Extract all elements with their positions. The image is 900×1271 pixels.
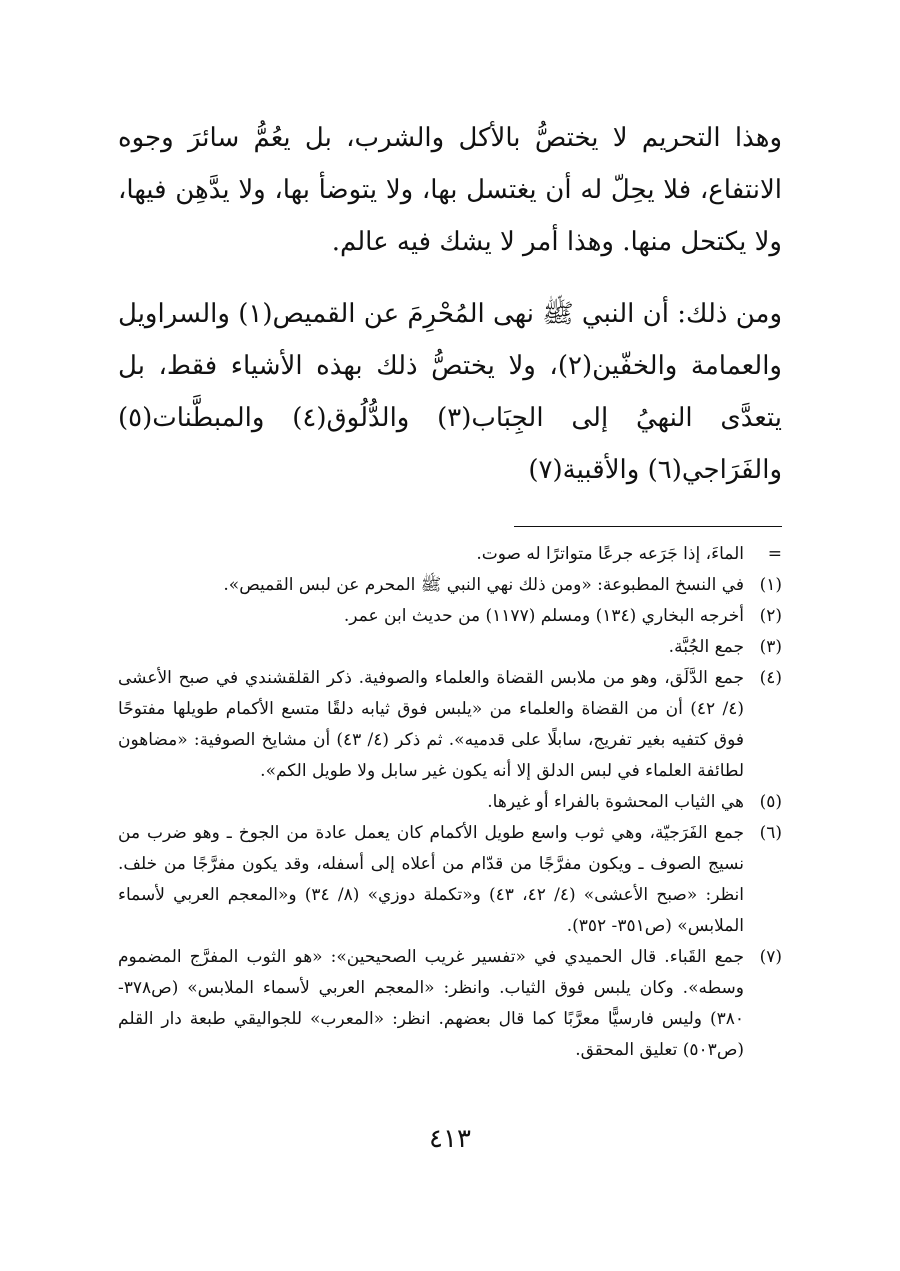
footnote-text: في النسخ المطبوعة: «ومن ذلك نهي النبي ﷺ المحرم عن لبس القميص».: [223, 575, 744, 595]
footnote-2: [118, 601, 782, 632]
footnote-number: (٦): [759, 823, 782, 843]
page-number: ٤١٣: [429, 1124, 471, 1154]
footnote-text: أخرجه البخاري (١٣٤) ومسلم (١١٧٧) من حديث ابن عمر.: [343, 606, 744, 626]
footnote-number: (٤): [759, 668, 782, 688]
footnote-7: [118, 942, 782, 1066]
page-body: [118, 112, 782, 1066]
footnote-text: جمع الفَرَجيّة، وهي ثوب واسع طويل الأكمام كان يعمل عادة من الجوخ ـ وهو ضرب من نسيج الصوف ـ ويكون مفرَّجًا من قدّام من أعلاه إلى أسفله، وقد يكون مفرَّجًا من خلف. انظر: «صبح الأعشى» (٤/ ٤٢، ٤٣) و«تكملة دوزي» (٨/ ٣٤) و«المعجم العربي لأسماء الملابس» (ص٣٥١- ٣٥٢).: [118, 823, 744, 936]
main-paragraph-2: ومن ذلك: أن النبي ﷺ نهى المُحْرِمَ عن القميص(١) والسراويل والعمامة والخفّين(٢)، ولا يختصُّ ذلك بهذه الأشياء فقط، بل يتعدَّى النهيُ إلى الجِبَاب(٣) والدُّلُوق(٤) والمبطَّنات(٥) والفَرَاجي(٦) والأقبية(٧): [118, 299, 783, 485]
footnote-5: [118, 787, 782, 818]
footnote-4: [118, 663, 782, 787]
footnote-text: جمع القَباء. قال الحميدي في «تفسير غريب الصحيحين»: «هو الثوب المفرَّج المضموم وسطه». وكان يلبس فوق الثياب. وانظر: «المعجم العربي لأسماء الملابس» (ص٣٧٨- ٣٨٠) وليس فارسيًّا معرَّبًا كما قال بعضهم. انظر: «المعرب» للجواليقي طبعة دار القلم (ص٥٠٣) تعليق المحقق.: [118, 947, 744, 1060]
footnote-number: (٧): [759, 947, 782, 967]
footnote-text: الماءَ، إذا جَرَعه جرعًا متواترًا له صوت.: [476, 544, 744, 564]
footnote-continuation: [118, 539, 782, 570]
footnote-number: (٣): [759, 637, 782, 657]
footnote-number: (١): [759, 575, 782, 595]
footnote-number: (٥): [759, 792, 782, 812]
footnote-3: [118, 632, 782, 663]
footnote-1: [118, 570, 782, 601]
main-paragraph-1: وهذا التحريم لا يختصُّ بالأكل والشرب، بل يعُمُّ سائرَ وجوه الانتفاع، فلا يحِلّ له أن يغتسل بها، ولا يتوضأ بها، ولا يدَّهِن فيها، ولا يكتحل منها. وهذا أمر لا يشك فيه عالم.: [118, 123, 782, 257]
footnote-number: (٢): [759, 606, 782, 626]
footnote-separator: [514, 526, 782, 527]
footnote-text: جمع الدَّلَق، وهو من ملابس القضاة والعلماء والصوفية. ذكر القلقشندي في صبح الأعشى (٤/ ٤٢) أن من القضاة والعلماء من «يلبس فوق ثيابه دلقًا متسع الأكمام طويلها مفتوحًا فوق كتفيه بغير تفريج، سابلًا على قدميه». ثم ذكر (٤/ ٤٣) أن مشايخ الصوفية: «مضاهون لطائفة العلماء في لبس الدلق إلا أنه يكون غير سابل ولا طويل الكم».: [118, 668, 745, 781]
main-text: [118, 112, 782, 496]
footnotes: [118, 539, 782, 1066]
footnote-6: [118, 818, 782, 942]
footnote-marker: =: [767, 544, 782, 564]
footnote-text: هي الثياب المحشوة بالفراء أو غيرها.: [487, 792, 744, 812]
footnote-text: جمع الجُبَّة.: [668, 637, 744, 657]
